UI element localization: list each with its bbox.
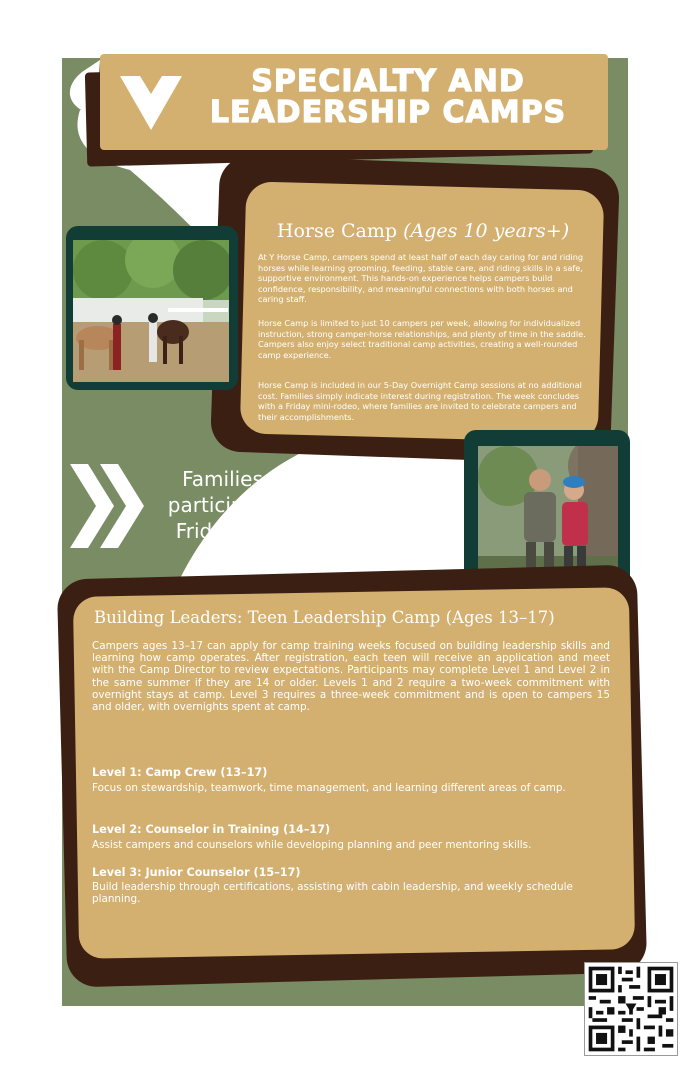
mini-rodeo-callout: Families of Horse Camp participants can join us on Fridays for a Mini-Rodeo!: [167, 467, 433, 543]
level-1-description: Focus on stewardship, teamwork, time management, and learning different areas of camp.: [92, 782, 566, 794]
horse-camp-paragraph-2: Horse Camp is limited to just 10 campers per week, allowing for individualized instruction, strong camper-horse relationships, and plenty of time in the saddle. Campers also enjoy select traditional camp activities, creating a well-rounded camp experience.: [258, 318, 586, 360]
qr-code-graphic: [585, 963, 677, 1055]
level-1-heading: Level 1: Camp Crew (13–17): [92, 766, 268, 779]
level-3-heading: Level 3: Junior Counselor (15–17): [92, 866, 301, 879]
horse-camp-title: Horse Camp (Ages 10 years+): [276, 220, 570, 242]
level-2-heading: Level 2: Counselor in Training (14–17): [92, 823, 331, 836]
horse-camp-paragraph-1: At Y Horse Camp, campers spend at least half of each day caring for and riding horses while learning grooming, feeding, stable care, and riding skills in a safe, supportive environment. This hands-on experience helps campers build confidence, responsibility, and meaningful connections with both horses and caring staff.: [258, 252, 584, 305]
page-title: SPECIALTY AND LEADERSHIP CAMPS: [209, 64, 567, 130]
chevron-right-icon: [70, 464, 150, 548]
level-2-description: Assist campers and counselors while developing planning and peer mentoring skills.: [92, 839, 532, 851]
horse-camp-paragraph-3: Horse Camp is included in our 5-Day Overnight Camp sessions at no additional cost. Families simply indicate interest during registration. The week concludes with a Friday mini-rodeo, where families are invited to celebrate campers and their accomplishments.: [258, 380, 582, 422]
leadership-title: Building Leaders: Teen Leadership Camp (Ages 13–17): [94, 608, 555, 627]
level-3-description: Build leadership through certifications, assisting with cabin leadership, and weekly schedule planning.: [92, 881, 573, 906]
leadership-description: Campers ages 13–17 can apply for camp training weeks focused on building leadership skills and learning how camp operates. After registration, each teen will receive an application and meet with the Camp Director to review expectations. Participants may complete Level 1 and Level 2 in the same summer if they are 14 or older. Levels 1 and 2 require a two-week commitment with overnight stays at camp. Level 3 requires a three-week commitment and is open to campers 15 and older, with overnights spent at camp.: [92, 640, 610, 714]
y-logo-icon: [118, 72, 184, 134]
horse-photo: [73, 240, 229, 382]
qr-code-icon: [584, 962, 678, 1056]
